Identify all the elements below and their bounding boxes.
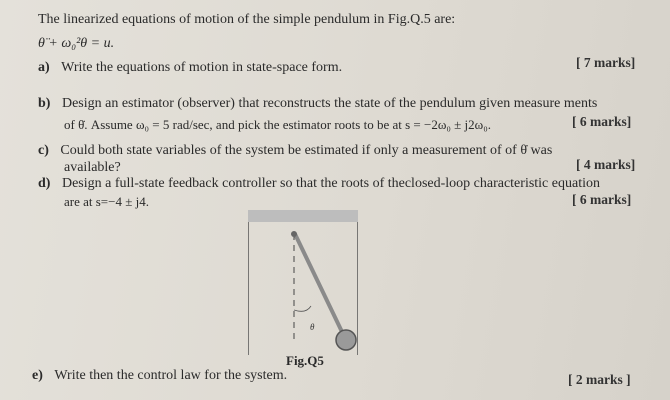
question-d xyxy=(38,176,600,192)
question-text: Design a full-state feedback controller so that the roots of theclosed-loop characteristic equation xyxy=(61,176,600,191)
equation: θ̈ + ω₀²θ = u. xyxy=(38,36,115,51)
question-label: d) xyxy=(38,176,51,191)
question-label: b) xyxy=(38,96,51,111)
pendulum-bob xyxy=(336,330,356,350)
angle-arc xyxy=(294,306,311,311)
question-text: Write the equations of motion in state-space form. xyxy=(61,60,343,75)
intro-text: The linearized equations of motion of the simple pendulum in Fig.Q.5 are: xyxy=(38,12,456,27)
question-text: Design an estimator (observer) that reconstructs the state of the pendulum given measure ments xyxy=(61,96,598,111)
question-c-line2: available? xyxy=(64,160,121,175)
pendulum-figure xyxy=(248,210,358,355)
marks-c: [ 4 marks] xyxy=(576,157,636,172)
question-b-line2: of θ̇. Assume ω₀ = 5 rad/sec, and pick the estimator roots to be at s = −2ω₀ ± j2ω₀. xyxy=(64,117,491,132)
question-d-line2: are at s=−4 ± j4. xyxy=(64,194,149,209)
question-label: a) xyxy=(38,60,50,75)
pendulum-rod xyxy=(295,234,344,336)
question-text: Could both state variables of the system be estimated if only a measurement of of θ̇ was xyxy=(60,143,553,158)
question-c xyxy=(38,143,552,159)
marks-a: [ 7 marks] xyxy=(576,55,636,70)
ceiling xyxy=(248,210,358,222)
question-e xyxy=(32,368,287,384)
pivot xyxy=(291,231,297,237)
marks-e: [ 2 marks ] xyxy=(568,372,631,387)
marks-d: [ 6 marks] xyxy=(572,192,632,207)
question-label: c) xyxy=(38,143,49,158)
marks-b: [ 6 marks] xyxy=(572,114,632,129)
angle-label: θ xyxy=(310,322,315,332)
question-text: Write then the control law for the system. xyxy=(54,368,288,383)
figure-caption: Fig.Q5 xyxy=(286,353,324,368)
question-a xyxy=(38,60,342,76)
question-b xyxy=(38,96,597,112)
question-label: e) xyxy=(32,368,43,383)
